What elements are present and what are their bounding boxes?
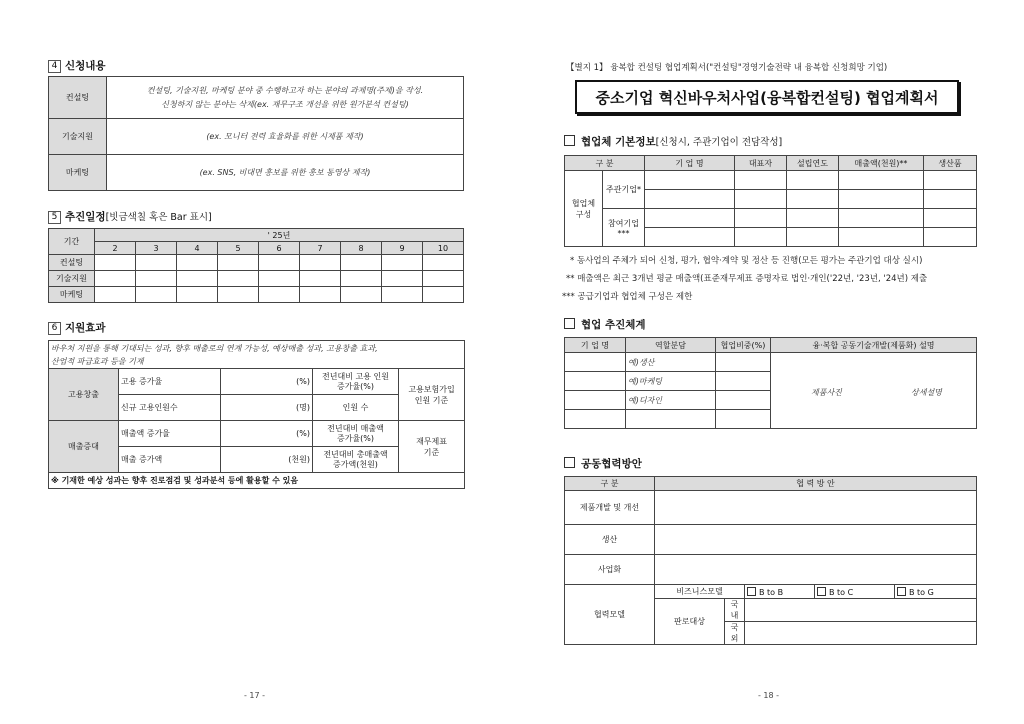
schedule-cell[interactable]: [341, 271, 382, 287]
month-header: 10: [423, 242, 464, 255]
marketing-description[interactable]: (ex. SNS, 비대면 홍보를 위한 홍보 동영상 제작): [107, 155, 464, 191]
note-3: *** 공급기업과 협업체 구성은 제한: [562, 292, 693, 302]
sales-target-label: 판로대상: [655, 599, 725, 645]
role-marketing[interactable]: 예)마케팅: [626, 372, 716, 391]
system-heading: 협업 추진체계: [564, 317, 646, 332]
ref-sales-amount: 전년대비 총매출액 증가액(천원): [313, 447, 399, 473]
row-label-tech: 기술지원: [49, 119, 107, 155]
page-number-18: - 18 -: [758, 691, 780, 700]
domestic-input[interactable]: [745, 599, 977, 622]
schedule-cell[interactable]: [341, 287, 382, 303]
effect-intro: 바우처 지원을 통해 기대되는 성과, 향후 매출로의 연계 가능성, 예상매출 성과, 고용창출 효과, 산업적 파급효과 등을 기재: [49, 341, 465, 369]
schedule-cell[interactable]: [259, 287, 300, 303]
cell[interactable]: [645, 209, 735, 228]
cell[interactable]: [565, 410, 626, 429]
cell[interactable]: [626, 410, 716, 429]
tech-description[interactable]: (ex. 모니터 전력 효율화를 위한 시제품 제작): [107, 119, 464, 155]
cell[interactable]: [645, 190, 735, 209]
option-btoc[interactable]: B to C: [815, 585, 895, 599]
input-sales-rate[interactable]: (%): [221, 421, 313, 447]
schedule-cell[interactable]: [300, 255, 341, 271]
cell[interactable]: [645, 228, 735, 247]
plan-dev-input[interactable]: [655, 491, 977, 525]
schedule-row-label: 기술지원: [49, 271, 95, 287]
checkbox-square-icon: [564, 457, 575, 468]
row-label-marketing: 마케팅: [49, 155, 107, 191]
schedule-body: [49, 255, 464, 303]
cell[interactable]: [735, 171, 787, 190]
cell[interactable]: [787, 228, 839, 247]
month-header: 8: [341, 242, 382, 255]
schedule-cell[interactable]: [423, 287, 464, 303]
product-description-cell[interactable]: [771, 353, 977, 429]
domestic-label: 국내: [725, 599, 745, 622]
cooperation-system-table: [564, 337, 977, 429]
item-employment-rate: 고용 증가율: [119, 369, 221, 395]
cell[interactable]: [839, 209, 924, 228]
month-header: 5: [218, 242, 259, 255]
schedule-cell[interactable]: [423, 255, 464, 271]
schedule-cell[interactable]: [177, 287, 218, 303]
page-18: [512, 0, 1024, 724]
cell[interactable]: [924, 228, 977, 247]
effect-table: [48, 340, 465, 489]
cooperation-model-label: 협력모델: [565, 585, 655, 645]
item-new-hires: 신규 고용인원수: [119, 395, 221, 421]
note-2: ** 매출액은 최근 3개년 평균 매출액(표준재무제표 증명자료 법인·개인('22년, '23년, '24년) 제출: [566, 274, 928, 284]
cell[interactable]: [839, 171, 924, 190]
basis-sales: 재무제표 기준: [399, 421, 465, 473]
year-label: ' 25년: [95, 229, 464, 242]
checkbox-icon[interactable]: [747, 587, 756, 596]
cell[interactable]: [787, 190, 839, 209]
ref-employment-rate: 전년대비 고용 인원 증가율(%): [313, 369, 399, 395]
schedule-row-label: 컨설팅: [49, 255, 95, 271]
schedule-cell[interactable]: [136, 271, 177, 287]
checkbox-icon[interactable]: [817, 587, 826, 596]
cell[interactable]: [716, 353, 771, 372]
cell[interactable]: [735, 209, 787, 228]
schedule-cell[interactable]: [177, 255, 218, 271]
section-5-heading: 5 추진일정[빗금색칠 혹은 Bar 표시]: [48, 209, 212, 224]
system-header-row: 기 업 명 역할분담 협업비중(%) 융·복합 공동기술개발(제품화) 설명: [565, 338, 977, 353]
role-design[interactable]: 예)디자인: [626, 391, 716, 410]
schedule-row: [49, 271, 464, 287]
option-btog[interactable]: B to G: [895, 585, 977, 599]
checkbox-square-icon: [564, 135, 575, 146]
basis-employment: 고용보험가입 인원 기준: [399, 369, 465, 421]
business-model-label: 비즈니스모델: [655, 585, 745, 599]
item-sales-amount: 매출 증가액: [119, 447, 221, 473]
note-1: * 동사업의 주체가 되어 신청, 평가, 협약·계약 및 정산 등 진행(모든 평가는 주관기업 대상 실시): [570, 256, 923, 266]
cell[interactable]: [735, 190, 787, 209]
group-sales: 매출증대: [49, 421, 119, 473]
schedule-cell[interactable]: [218, 287, 259, 303]
application-content-table: [48, 76, 464, 191]
schedule-cell[interactable]: [300, 287, 341, 303]
group-employment: 고용창출: [49, 369, 119, 421]
schedule-cell[interactable]: [177, 271, 218, 287]
plan-heading: 공동협력방안: [564, 456, 642, 471]
cell[interactable]: [565, 391, 626, 410]
overseas-input[interactable]: [745, 622, 977, 645]
input-new-hires[interactable]: (명): [221, 395, 313, 421]
overseas-label: 국외: [725, 622, 745, 645]
option-btob[interactable]: B to B: [745, 585, 815, 599]
month-header: 3: [136, 242, 177, 255]
month-header: 7: [300, 242, 341, 255]
schedule-row: [49, 287, 464, 303]
month-header: 9: [382, 242, 423, 255]
plan-production-input[interactable]: [655, 525, 977, 555]
cell[interactable]: [716, 372, 771, 391]
section-6-heading: 6 지원효과: [48, 320, 106, 335]
schedule-cell[interactable]: [95, 287, 136, 303]
cell[interactable]: [839, 190, 924, 209]
section-4-heading: 4 신청내용: [48, 58, 106, 73]
consulting-description[interactable]: 컨설팅, 기술지원, 마케팅 분야 중 수행하고자 하는 분야의 과제명(주제)을 작성. 신청하지 않는 분야는 삭제(ex. 재무구조 개선을 위한 원가분석 컨설팅): [107, 77, 464, 119]
cell[interactable]: [839, 228, 924, 247]
schedule-cell[interactable]: [95, 271, 136, 287]
plan-header-row: 구 분 협 력 방 안: [565, 477, 977, 491]
schedule-cell[interactable]: [423, 271, 464, 287]
schedule-cell[interactable]: [136, 255, 177, 271]
schedule-row: [49, 255, 464, 271]
schedule-cell[interactable]: [341, 255, 382, 271]
schedule-cell[interactable]: [259, 271, 300, 287]
schedule-cell[interactable]: [218, 255, 259, 271]
cell[interactable]: [735, 228, 787, 247]
info-header-row: 구 분 기 업 명 대표자 설립연도 매출액(천원)** 생산품: [565, 156, 977, 171]
appendix-header: 【별지 1】 융복합 컨설팅 협업계획서("컨설팅"경영기술전략 내 융복합 신청희망 기업): [566, 63, 888, 73]
schedule-cell[interactable]: [218, 271, 259, 287]
cell[interactable]: [716, 391, 771, 410]
input-employment-rate[interactable]: (%): [221, 369, 313, 395]
page-number-17: - 17 -: [244, 691, 266, 700]
row-label-consulting: 컨설팅: [49, 77, 107, 119]
partner-info-table: [564, 155, 977, 247]
cell[interactable]: [645, 171, 735, 190]
product-photo-label: 제품사진: [811, 388, 842, 397]
input-sales-amount[interactable]: (천원): [221, 447, 313, 473]
ref-new-hires: 인원 수: [313, 395, 399, 421]
schedule-cell[interactable]: [382, 271, 423, 287]
schedule-row-label: 마케팅: [49, 287, 95, 303]
period-label: 기간: [49, 229, 95, 255]
cell[interactable]: [565, 353, 626, 372]
schedule-cell[interactable]: [95, 255, 136, 271]
form-title: 중소기업 혁신바우처사업(융복합컨설팅) 협업계획서: [575, 80, 959, 114]
cell[interactable]: [787, 209, 839, 228]
plan-commercial-input[interactable]: [655, 555, 977, 585]
cell[interactable]: [924, 171, 977, 190]
schedule-table: [48, 228, 464, 303]
item-sales-rate: 매출액 증가율: [119, 421, 221, 447]
month-header-row: [49, 242, 464, 255]
month-header: 4: [177, 242, 218, 255]
checkbox-icon[interactable]: [897, 587, 906, 596]
lead-company-label: 주관기업*: [603, 171, 645, 209]
cell[interactable]: [924, 209, 977, 228]
schedule-cell[interactable]: [136, 287, 177, 303]
detail-description-label: 상세설명: [911, 388, 942, 397]
effect-footnote: ※ 기재한 예상 성과는 향후 진로점검 및 성과분석 등에 활용할 수 있음: [49, 473, 465, 489]
partner-company-label: 참여기업***: [603, 209, 645, 247]
checkbox-square-icon: [564, 318, 575, 329]
month-header: 2: [95, 242, 136, 255]
ref-sales-rate: 전년대비 매출액 증가율(%): [313, 421, 399, 447]
group-label: 협업체 구성: [565, 171, 603, 247]
role-production[interactable]: 예)생산: [626, 353, 716, 372]
plan-row-production: 생산: [565, 525, 655, 555]
month-header: 6: [259, 242, 300, 255]
cooperation-plan-table: [564, 476, 977, 645]
cell[interactable]: [924, 190, 977, 209]
plan-row-commercial: 사업화: [565, 555, 655, 585]
schedule-cell[interactable]: [382, 255, 423, 271]
cell[interactable]: [716, 410, 771, 429]
info-heading: 협업체 기본정보[신청시, 주관기업이 전담작성]: [564, 134, 782, 149]
schedule-cell[interactable]: [259, 255, 300, 271]
schedule-cell[interactable]: [382, 287, 423, 303]
plan-row-dev: 제품개발 및 개선: [565, 491, 655, 525]
schedule-cell[interactable]: [300, 271, 341, 287]
cell[interactable]: [565, 372, 626, 391]
cell[interactable]: [787, 171, 839, 190]
